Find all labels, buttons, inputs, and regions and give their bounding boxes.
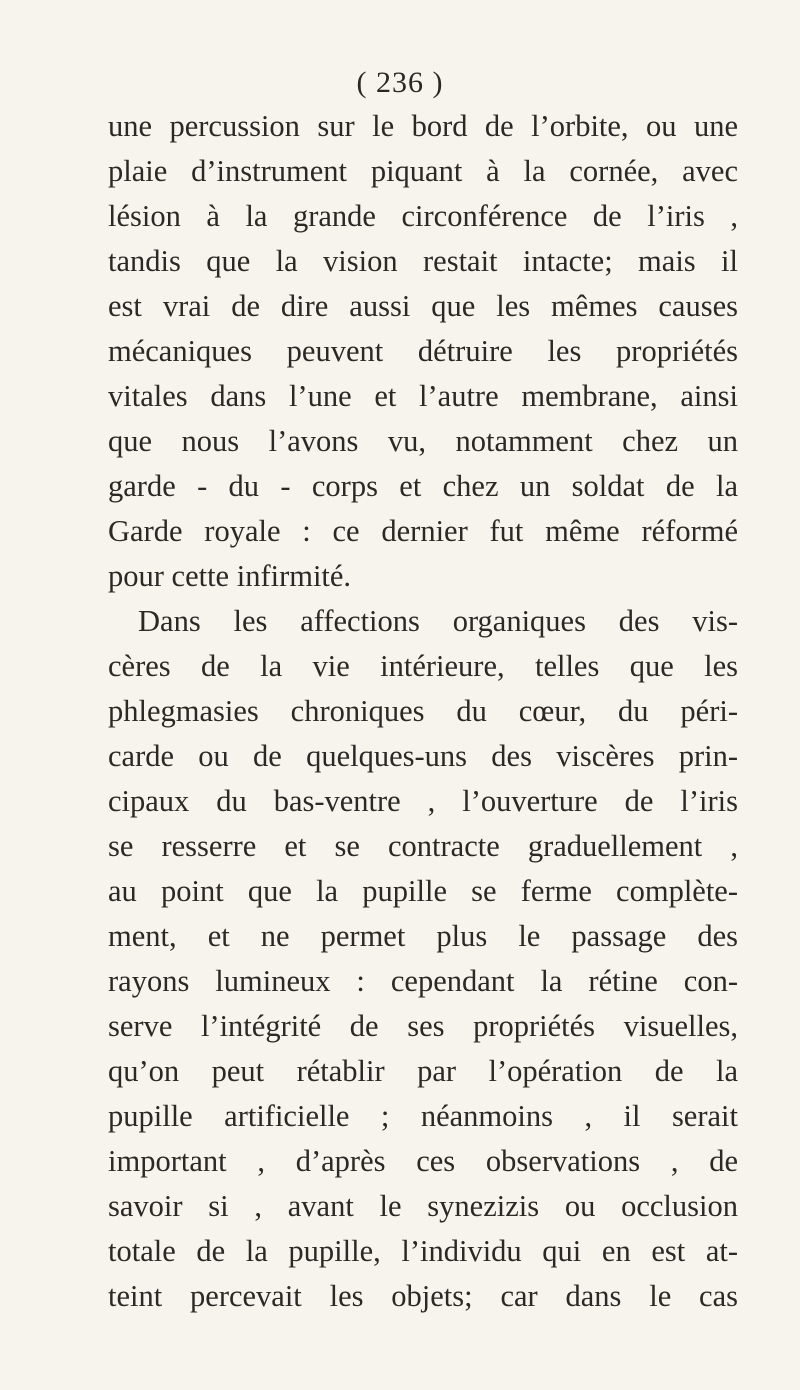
text-line: lésion à la grande circonférence de l’iris , (108, 199, 738, 233)
text-line: plaie d’instrument piquant à la cornée, avec (108, 154, 738, 188)
text-line: teint percevait les objets; car dans le cas (108, 1279, 738, 1313)
text-line: cipaux du bas-ventre , l’ouverture de l’iris (108, 784, 738, 818)
text-line: se resserre et se contracte graduellement , (108, 829, 738, 863)
text-line: Garde royale : ce dernier fut même réformé (108, 514, 738, 548)
text-line: savoir si , avant le synezizis ou occlusion (108, 1189, 738, 1223)
page-header: ( 236 ) (356, 66, 444, 99)
text-line-paragraph-start: Dans les affections organiques des vis- (138, 604, 738, 638)
text-line: qu’on peut rétablir par l’opération de la (108, 1054, 738, 1088)
text-line: phlegmasies chroniques du cœur, du péri- (108, 694, 738, 728)
text-line-paragraph-end: pour cette infirmité. (108, 559, 352, 593)
text-line: totale de la pupille, l’individu qui en est at- (108, 1234, 738, 1268)
text-line: rayons lumineux : cependant la rétine con- (108, 964, 738, 998)
text-line: cères de la vie intérieure, telles que les (108, 649, 738, 683)
body-text (108, 104, 738, 1319)
text-line: serve l’intégrité de ses propriétés visuelles, (108, 1009, 738, 1043)
text-line: vitales dans l’une et l’autre membrane, ainsi (108, 379, 738, 413)
text-line: ment, et ne permet plus le passage des (108, 919, 738, 953)
text-line: est vrai de dire aussi que les mêmes causes (108, 289, 738, 323)
text-line: une percussion sur le bord de l’orbite, ou une (108, 109, 738, 143)
text-line: mécaniques peuvent détruire les propriétés (108, 334, 738, 368)
text-line: tandis que la vision restait intacte; mais il (108, 244, 738, 278)
text-line: que nous l’avons vu, notamment chez un (108, 424, 738, 458)
text-line: au point que la pupille se ferme complète- (108, 874, 738, 908)
text-line: pupille artificielle ; néanmoins , il serait (108, 1099, 738, 1133)
text-line: important , d’après ces observations , de (108, 1144, 738, 1178)
text-line: garde - du - corps et chez un soldat de la (108, 469, 738, 503)
text-line: carde ou de quelques-uns des viscères prin- (108, 739, 738, 773)
